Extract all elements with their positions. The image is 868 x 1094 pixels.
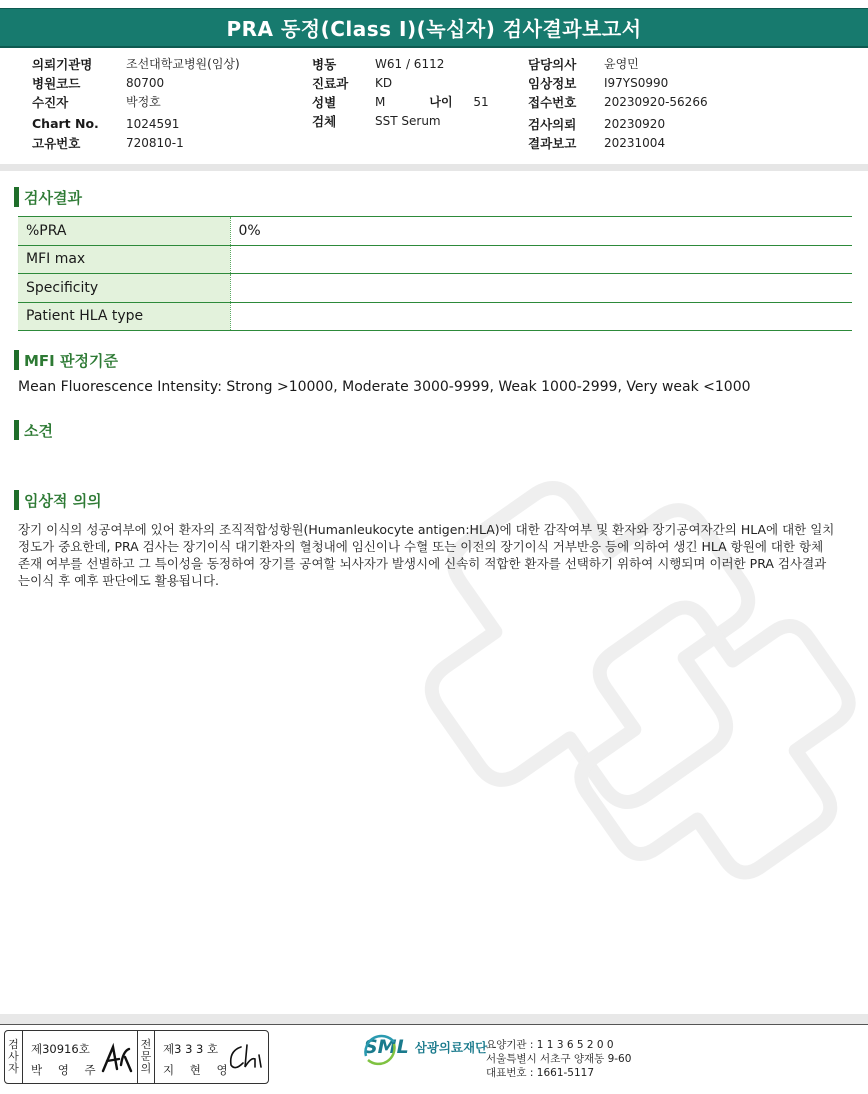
- report-title: PRA 동정(Class I)(녹십자) 검사결과보고서: [0, 8, 868, 48]
- info-label: 진료과: [312, 75, 349, 91]
- info-value: I97YS0990: [604, 75, 669, 90]
- info-row: [312, 111, 489, 130]
- tester-label: [5, 1031, 23, 1083]
- info-value: M: [375, 94, 386, 109]
- result-value: [230, 302, 852, 331]
- info-row: [32, 133, 240, 152]
- age-label: 나이: [429, 95, 453, 109]
- org-line: 서울특별시 서초구 양재동 9-60: [486, 1053, 632, 1065]
- section-heading-text: 임상적 의의: [24, 491, 102, 510]
- info-label: 수진자: [32, 94, 69, 110]
- table-row: [18, 245, 852, 274]
- specialist-number: 제3 3 3 호: [163, 1042, 219, 1056]
- specialist-signature-icon: [225, 1041, 265, 1075]
- heading-bar: [14, 490, 19, 510]
- table-row: [18, 274, 852, 303]
- info-value: 조선대학교병원(임상): [126, 57, 240, 71]
- info-value: SST Serum: [375, 113, 441, 128]
- results-table: [18, 216, 852, 331]
- info-row: [32, 114, 240, 133]
- info-value: 720810-1: [126, 135, 184, 150]
- info-label: 결과보고: [528, 135, 577, 151]
- info-row: [528, 133, 708, 152]
- info-label: 고유번호: [32, 135, 81, 151]
- info-value: 박정호: [126, 95, 161, 109]
- info-value: KD: [375, 75, 393, 90]
- info-label: 검사의뢰: [528, 116, 577, 132]
- org-line: 대표번호 : 1661-5117: [486, 1067, 595, 1079]
- info-value: 20230920-56266: [604, 94, 708, 109]
- info-column-1: [32, 54, 240, 152]
- tester-label-char: 사: [8, 1050, 19, 1063]
- info-value: 1024591: [126, 116, 180, 131]
- patient-info: [0, 54, 868, 164]
- result-key: Specificity: [18, 274, 230, 303]
- tester-label-char: 검: [8, 1038, 19, 1051]
- clinical-significance-text: 장기 이식의 성공여부에 있어 환자의 조직적합성항원(Humanleukocyte antigen:HLA)에 대한 감작여부 및 환자와 장기공여자간의 HLA에 대한 일치정도가 중요한데, PRA 검사는 장기이식 대기환자의 혈청내에 임신이나 수혈 또는 이전의 장기이식 거부반응 등에 의하여 생긴 HLA 항원에 대한 항체 존재 여부를 선별하고 그 특이성을 동정하여 장기를 공여할 뇌사자가 발생시에 신속히 적합한 환자를 선택하기 위하여 시행되며 이러한 PRA 검사결과는이식 후 예후 판단에도 활용됩니다.: [18, 522, 835, 588]
- org-line: 요양기관 : 1 1 3 6 5 2 0 0: [486, 1039, 614, 1051]
- heading-bar: [14, 350, 19, 370]
- footer-rule: [0, 1024, 868, 1025]
- info-row: [528, 54, 708, 73]
- section-heading-text: MFI 판정기준: [24, 351, 118, 370]
- info-row: [312, 92, 489, 111]
- info-value: 20231004: [604, 135, 666, 150]
- tester-signature-icon: [99, 1041, 135, 1077]
- table-row: [18, 217, 852, 246]
- specialist-name: 지 현 영: [163, 1063, 234, 1077]
- info-row: [32, 54, 240, 73]
- info-value: 80700: [126, 75, 165, 90]
- info-label: 병동: [312, 56, 337, 72]
- sml-logo-mark: SML: [364, 1036, 409, 1058]
- info-row: [32, 92, 240, 111]
- specialist-label-char: 전: [140, 1038, 152, 1051]
- info-label: 임상정보: [528, 75, 577, 91]
- info-value: 윤영민: [604, 57, 639, 71]
- result-key: MFI max: [18, 245, 230, 274]
- section-heading-mfi: [14, 350, 118, 370]
- heading-bar: [14, 420, 19, 440]
- section-heading-results: [14, 187, 82, 207]
- mfi-criteria-text: Mean Fluorescence Intensity: Strong >10000, Moderate 3000-9999, Weak 1000-2999, Very weak <1000: [18, 379, 751, 395]
- info-label: 의뢰기관명: [32, 56, 93, 72]
- table-row: [18, 302, 852, 331]
- info-row: [528, 114, 708, 133]
- section-heading-clinical: [14, 490, 102, 510]
- age-value: 51: [473, 94, 489, 109]
- info-label: Chart No.: [32, 116, 99, 131]
- info-label: 병원코드: [32, 75, 81, 91]
- tester-name: 박 영 주: [31, 1063, 102, 1077]
- specialist-label-char: 의: [140, 1062, 152, 1075]
- sml-logo: [364, 1036, 487, 1058]
- divider-band: [0, 164, 868, 171]
- info-row: [312, 54, 489, 73]
- organization-info: [486, 1038, 631, 1080]
- result-key: Patient HLA type: [18, 302, 230, 331]
- tester-label-char: 자: [8, 1062, 19, 1075]
- footer-band: [0, 1014, 868, 1024]
- info-row: [528, 92, 708, 111]
- specialist-label-char: 문: [140, 1050, 152, 1063]
- info-column-3: [528, 54, 708, 152]
- info-value: 20230920: [604, 116, 666, 131]
- info-label: 접수번호: [528, 94, 577, 110]
- heading-bar: [14, 187, 19, 207]
- sml-logo-name: 삼광의료재단: [414, 1040, 488, 1055]
- info-row: [32, 73, 240, 92]
- result-value: [230, 274, 852, 303]
- info-row: [528, 73, 708, 92]
- sml-ring-icon: [360, 1030, 400, 1070]
- result-value: [230, 245, 852, 274]
- info-value: W61 / 6112: [375, 56, 445, 71]
- result-key: %PRA: [18, 217, 230, 246]
- info-label: 검체: [312, 113, 337, 129]
- signature-box: [4, 1030, 269, 1084]
- info-label: 담당의사: [528, 56, 577, 72]
- specialist-label: [137, 1031, 155, 1083]
- section-heading-text: 소견: [24, 421, 53, 440]
- info-row: [312, 73, 489, 92]
- result-value: 0%: [230, 217, 852, 246]
- info-label: 성별: [312, 94, 337, 110]
- section-heading-opinion: [14, 420, 53, 440]
- tester-number: 제30916호: [31, 1042, 90, 1056]
- info-column-2: [312, 54, 489, 130]
- section-heading-text: 검사결과: [24, 188, 82, 207]
